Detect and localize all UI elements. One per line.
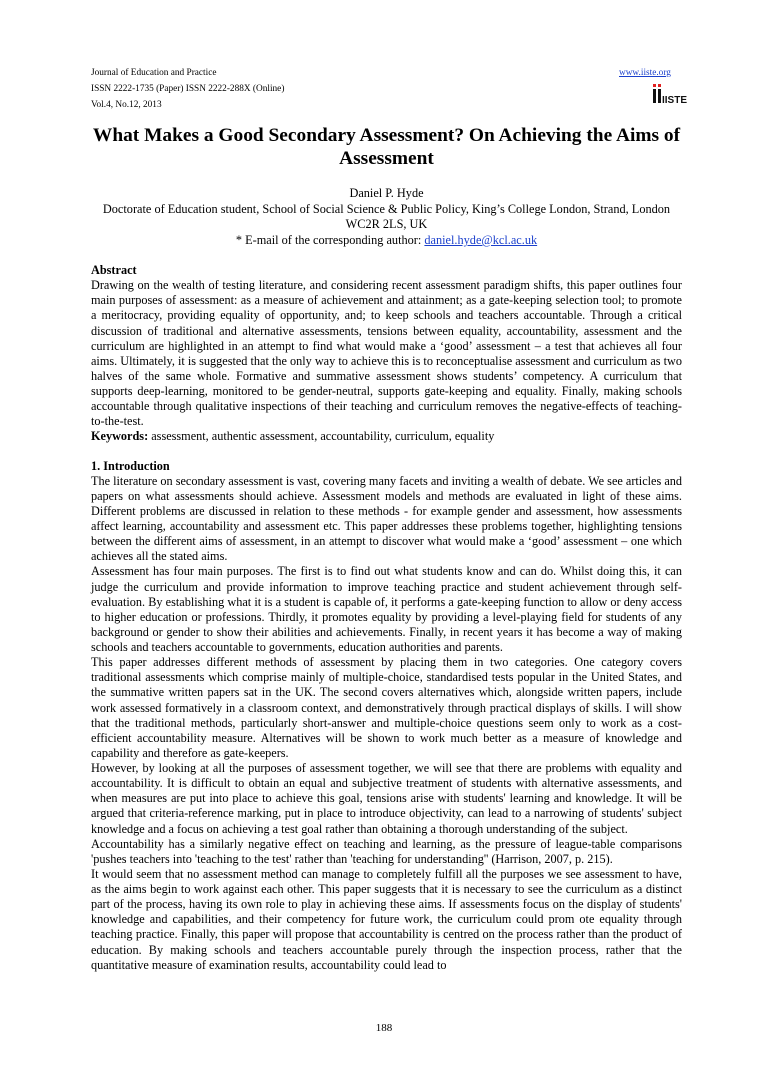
- issn-line: ISSN 2222-1735 (Paper) ISSN 2222-288X (Online): [91, 84, 285, 94]
- author-affiliation: Doctorate of Education student, School of Social Science & Public Policy, King’s College London, Strand, London WC2R 2LS, UK: [102, 202, 671, 231]
- logo-text: IISTE: [662, 95, 688, 106]
- abstract-heading: Abstract: [91, 263, 137, 277]
- keywords-line: [91, 429, 682, 444]
- abstract-text: Drawing on the wealth of testing literature, and considering recent assessment paradigm shifts, this paper outlines four main purposes of assessment: as a measure of achievement and attainment; as a gate-keeping selection tool; to promote a meritocracy, providing equality of opportunity, and; to keep schools and teachers accountable. Through a critical discussion of traditional and alternative assessments, tensions between equality, accountability, assessment and the curriculum are highlighted in an attempt to find what would make a ‘good’ assessment – a test that achieves all four aims. Ultimately, it is suggested that the only way to achieve this is to reconceptualise assessment and curriculum as two halves of the same whole. Formative and summative assessment shows students’ competency. A curriculum that supports deep-learning, monitored to be gender-neutral, supports gate-keeping and equality. Finally, making schools accountable through qualitative inspections of their teaching and curriculum removes the negative-effects of teaching-to-the-test.: [91, 278, 682, 429]
- journal-name: Journal of Education and Practice: [91, 68, 217, 78]
- journal-url-link[interactable]: www.iiste.org: [619, 68, 671, 78]
- volume-line: Vol.4, No.12, 2013: [91, 100, 162, 110]
- page-number: 188: [375, 1022, 393, 1034]
- introduction-heading: 1. Introduction: [91, 458, 170, 473]
- paper-body: [91, 263, 682, 973]
- intro-paragraph: However, by looking at all the purposes of assessment together, we will see that there are problems with equality and accountability. It is difficult to obtain an equal and subjective treatment of students with alternative assessments, and when measures are put into place to achieve this goal, tensions arise with students' learning and knowledge. It will be argued that criteria-reference marking, put in place to introduce objectivity, can lead to a narrowing of students' subject knowledge and a focus on achieving a test goal rather than obtaining a thorough understanding of the subject.: [91, 761, 682, 836]
- intro-paragraph: It would seem that no assessment method can manage to completely fulfill all the purposes we see assessment to have, as the aims begin to work against each other. This paper suggests that it is necessary to see the curriculum as a distinct part of the process, having its own role to play in achieving these aims. If assessments focus on the display of students' knowledge and capabilities, and their competency for future work, the curriculum could prom ote equality through teaching practice. Finally, this paper will propose that accountability is centred on the process rather than the product of education. By making schools and teachers accountable purely through the inspection process, rather that the quantitative measure of examination results, accountability could lead to: [91, 866, 682, 972]
- intro-paragraph: The literature on secondary assessment is vast, covering many facets and inviting a wealth of debate. We see articles and papers on what assessments should achieve. Assessment models and methods are evaluated in light of these aims. Different problems are discussed in relation to these methods - for example gender and assessment, how assessments affect learning, accountability and assessment etc. This paper addresses these problems together, highlighting tensions between the different aims of assessment, in an attempt to discover what would make a ‘good’ assessment – one which achieves all the stated aims.: [91, 473, 683, 564]
- keywords-label: Keywords:: [91, 429, 149, 444]
- intro-paragraph: Accountability has a similarly negative effect on teaching and learning, as the pressure of league-table comparisons 'pushes teachers into 'teaching to the test' rather than 'teaching for understanding'' (Harrison, 2007, p. 215).: [91, 836, 682, 866]
- keywords-text: assessment, authentic assessment, accountability, curriculum, equality: [151, 429, 495, 444]
- intro-paragraph: This paper addresses different methods of assessment by placing them in two categories. One category covers traditional assessments which comprise mainly of multiple-choice, standardised tests popular in the United States, and the summative written papers sat in the UK. The second covers alternatives which, alongside written papers, include work assessed formatively in a classroom context, and demonstratively through practical displays of skills. I will show that the traditional methods, particularly short-answer and multiple-choice questions seem only to work as a cost-efficient accountability measure. Alternatives will be shown to work much better as a measure of knowledge and capability and therefore as gate-keepers.: [91, 655, 682, 760]
- email-prefix: * E-mail of the corresponding author:: [235, 233, 422, 247]
- author-name: Daniel P. Hyde: [349, 186, 424, 200]
- paper-title: What Makes a Good Secondary Assessment? On Achieving the Aims of Assessment: [92, 125, 681, 169]
- intro-paragraph: Assessment has four main purposes. The first is to find out what students know and can do. Whilst doing this, it can judge the curriculum and provide information to improve teaching practice and student achievement through self-evaluation. By establishing what it is a student is capable of, it performs a gate-keeping function to allow or deny access to higher education or professions. Thirdly, it promotes equality by providing a level-playing field for students of any background or gender to show their abilities and achievements. Finally, in recent years it has become a way of making schools and teachers accountable to governments, education authorities and parents.: [91, 564, 682, 654]
- author-email-line: [91, 233, 682, 248]
- iiste-logo: [652, 83, 688, 107]
- author-email-link[interactable]: daniel.hyde@kcl.ac.uk: [424, 233, 538, 247]
